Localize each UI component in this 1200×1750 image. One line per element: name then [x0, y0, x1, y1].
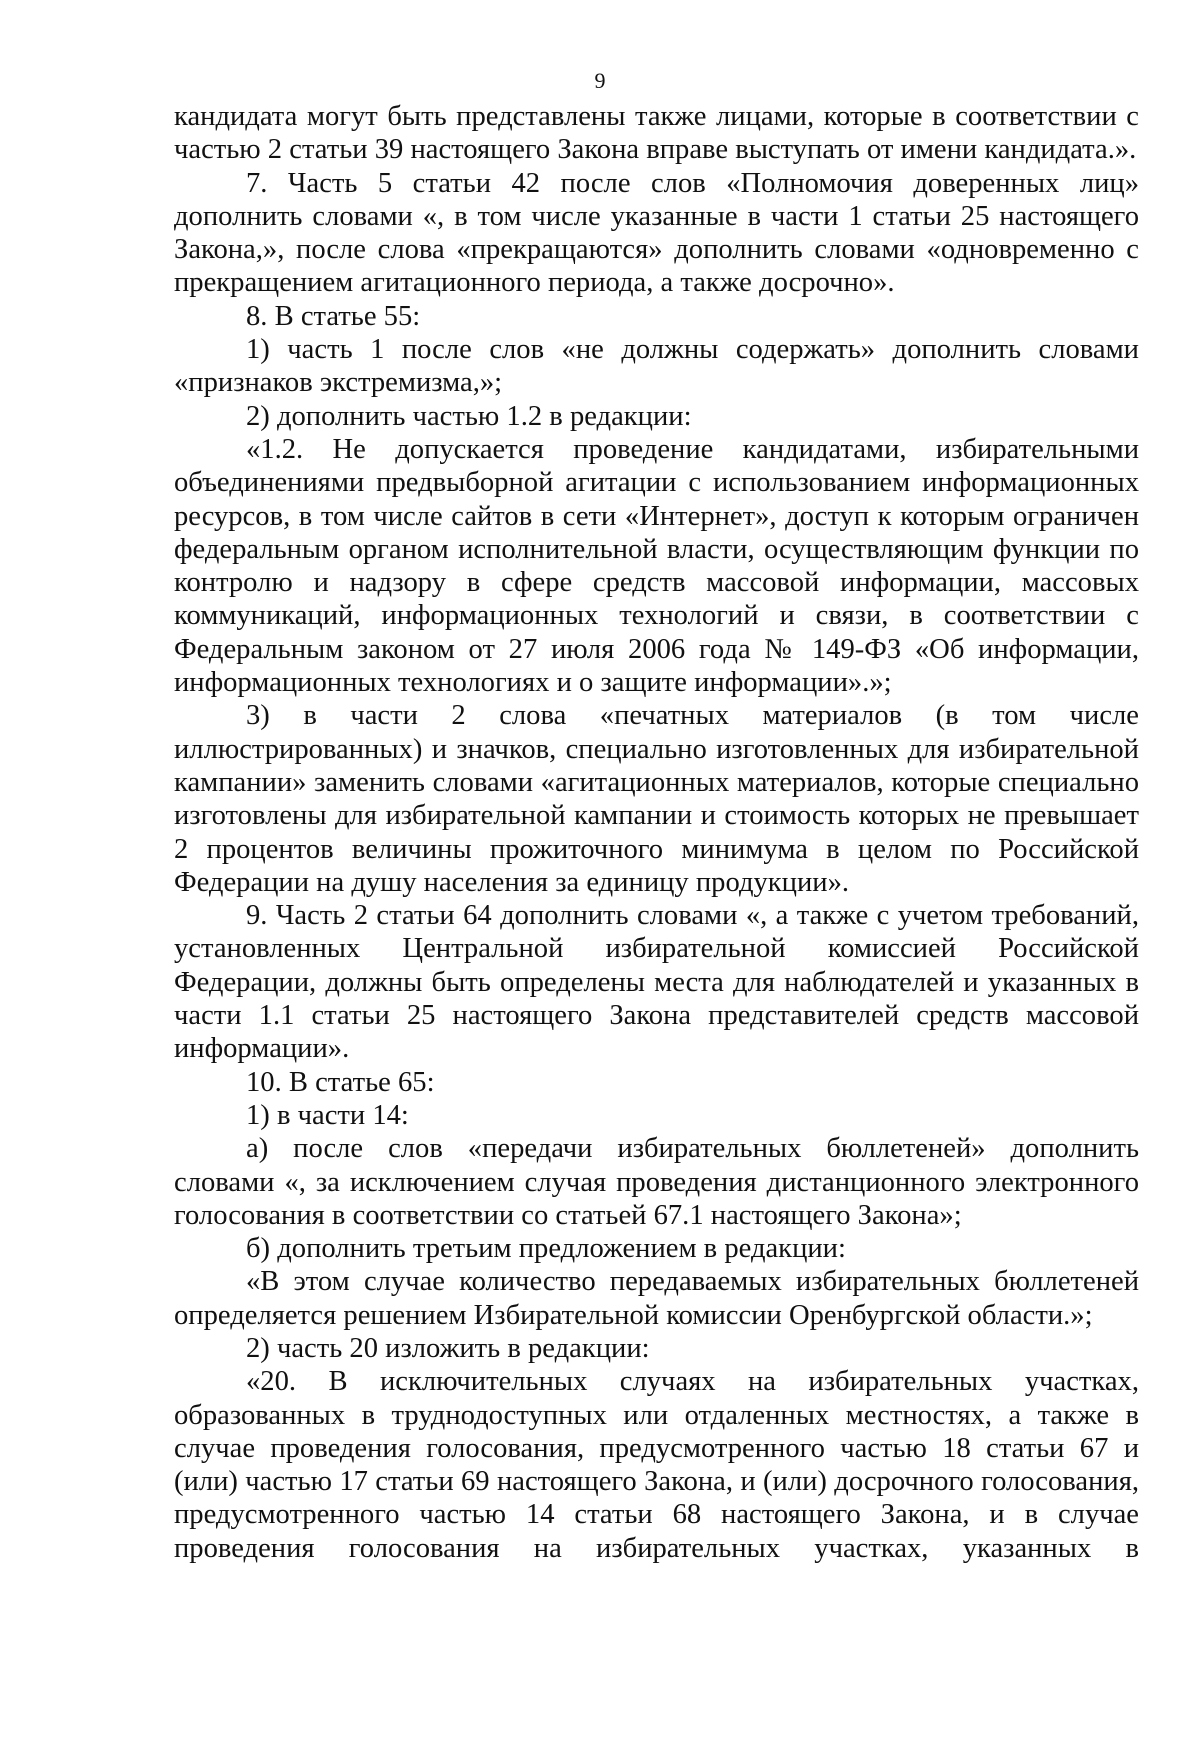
paragraph-10: 1) в части 14: [246, 1099, 409, 1131]
paragraph-4: 1) часть 1 после слов «не должны содержать» дополнить словами «признаков экстремизма,»; [174, 334, 1139, 399]
paragraph-3: 8. В статье 55: [246, 300, 421, 332]
paragraph-6: «1.2. Не допускается проведение кандидатами, избирательными объединениями предвыборной агитации с использованием информационных ресурсов, в том числе сайтов в сети «Интернет», доступ к которым ограничен федеральным органом исполнительной власти, осуществляющим функции по контролю и надзору в сфере средств массовой информации, массовых коммуникаций, информационных технологий и связи, в соответствии с Федеральным законом от 27 июля 2006 года № 149-ФЗ «Об информации, информационных технологиях и о защите информации».»; [174, 433, 1139, 699]
paragraph-13: «В этом случае количество передаваемых избирательных бюллетеней определяется решением Избирательной комиссии Оренбургской области.»; [174, 1266, 1139, 1331]
paragraph-11: а) после слов «передачи избирательных бюллетеней» дополнить словами «, за исключением случая проведения дистанционного электронного голосования в соответствии со статьей 67.1 настоящего Закона»; [174, 1133, 1139, 1231]
paragraph-12: б) дополнить третьим предложением в редакции: [246, 1233, 846, 1265]
paragraph-2: 7. Часть 5 статьи 42 после слов «Полномочия доверенных лиц» дополнить словами «, в том числе указанные в части 1 статьи 25 настоящего Закона,», после слова «прекращаются» дополнить словами «одновременно с прекращением агитационного периода, а также досрочно». [174, 167, 1139, 299]
paragraph-1: кандидата могут быть представлены также лицами, которые в соответствии с частью 2 статьи 39 настоящего Закона вправе выступать от имени кандидата.». [174, 101, 1139, 166]
paragraph-5: 2) дополнить частью 1.2 в редакции: [246, 400, 692, 432]
paragraph-14: 2) часть 20 изложить в редакции: [246, 1332, 650, 1364]
paragraph-8: 9. Часть 2 статьи 64 дополнить словами «, а также с учетом требований, установленных Центральной избирательной комиссией Российской Федерации, должны быть определены места для наблюдателей и указанных в части 1.1 статьи 25 настоящего Закона представителей средств массовой информации». [174, 900, 1139, 1065]
page-number: 9 [594, 68, 606, 93]
paragraph-15: «20. В исключительных случаях на избирательных участках, образованных в труднодоступных или отдаленных местностях, а также в случае проведения голосования, предусмотренного частью 18 статьи 67 и (или) частью 17 статьи 69 настоящего Закона, и (или) досрочного голосования, предусмотренного частью 14 статьи 68 настоящего Закона, и в случае проведения голосования на избирательных участках, указанных в [174, 1366, 1139, 1564]
document-body [174, 100, 1139, 1565]
paragraph-9: 10. В статье 65: [246, 1066, 435, 1098]
paragraph-7: 3) в части 2 слова «печатных материалов (в том числе иллюстрированных) и значков, специально изготовленных для избирательной кампании» заменить словами «агитационных материалов, которые специально изготовлены для избирательной кампании и стоимость которых не превышает 2 процентов величины прожиточного минимума в целом по Российской Федерации на душу населения за единицу продукции». [174, 700, 1139, 898]
